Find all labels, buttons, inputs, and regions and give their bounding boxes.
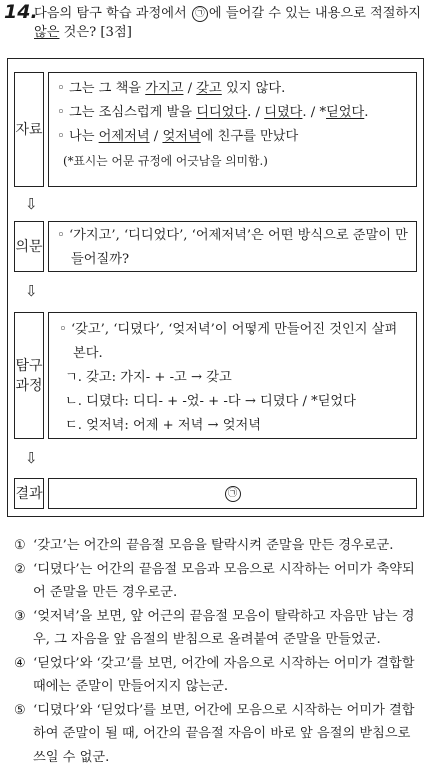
- explore-item-2: ㄴ. 디뎠다: 디디- + -었- + -다 → 디뎠다 / *딛었다: [59, 390, 408, 414]
- question-label: 의문: [14, 221, 44, 272]
- explore-item-3: ㄷ. 엊저녁: 어제 + 저녁 → 엊저녁: [59, 414, 408, 438]
- question-text: ◦ ‘가지고’, ‘디디었다’, ‘어제저녁’은 어떤 방식으로 준말이 만들어질까?: [57, 224, 408, 272]
- inquiry-process-box: [7, 58, 424, 517]
- data-line-3: ◦ 나는 어제저녁 / 엊저녁에 친구를 만났다: [57, 125, 416, 149]
- stem-text-2: 에 들어갈 수 있는 내용으로 적절하지: [209, 6, 421, 21]
- question-stem: [34, 4, 430, 42]
- down-arrow-icon: ⇩: [25, 196, 38, 212]
- choice-3[interactable]: ③ ‘엊저녁’을 보면, 앞 어근의 끝음절 모음이 탈락하고 자음만 남는 경우, 그 자음을 앞 음절의 받침으로 올려붙여 준말을 만들었군.: [14, 605, 426, 652]
- data-note: (*표시는 어문 규정에 어긋남을 의미함.): [57, 149, 416, 173]
- down-arrow-icon: ⇩: [25, 450, 38, 466]
- question-number: 14.: [4, 1, 38, 23]
- question-content-box: [48, 221, 417, 272]
- explore-content-box: [48, 312, 417, 439]
- result-content-box: [48, 478, 417, 509]
- answer-choices: [14, 534, 426, 769]
- data-label: 자료: [14, 72, 44, 187]
- stem-text-1: 다음의 탐구 학습 과정에서: [34, 6, 191, 21]
- choice-1[interactable]: ① ‘갖고’는 어간의 끝음절 모음을 탈락시켜 준말을 만든 경우로군.: [14, 534, 426, 558]
- explore-label: 탐구 과정: [14, 312, 44, 439]
- explore-item-1: ㄱ. 갖고: 가지- + -고 → 갖고: [59, 366, 408, 390]
- blank-marker-icon: ㉠: [192, 6, 208, 22]
- stem-underlined-word: 않은: [34, 25, 59, 40]
- explore-intro: ◦ ‘갖고’, ‘디뎠다’, ‘엊저녁’이 어떻게 만들어진 것인지 살펴본다.: [59, 318, 408, 366]
- stem-text-3: 것은? [3점]: [59, 25, 131, 40]
- choice-2[interactable]: ② ‘디뎠다’는 어간의 끝음절 모음과 모음으로 시작하는 어미가 축약되어 준말을 만든 경우로군.: [14, 558, 426, 605]
- choice-5[interactable]: ⑤ ‘디뎠다’와 ‘딛었다’를 보면, 어간에 모음으로 시작하는 어미가 결합하여 준말이 될 때, 어간의 끝음절 자음이 바로 앞 음절의 받침으로 쓰일 수 없군.: [14, 699, 426, 769]
- result-blank-marker-icon: ㉠: [225, 486, 241, 502]
- data-line-1: ◦ 그는 그 책을 가지고 / 갖고 있지 않다.: [57, 77, 416, 101]
- data-line-2: ◦ 그는 조심스럽게 발을 디디었다. / 디뎠다. / *딛었다.: [57, 101, 416, 125]
- down-arrow-icon: ⇩: [25, 283, 38, 299]
- result-label: 결과: [14, 478, 44, 509]
- data-content-box: [48, 72, 417, 187]
- choice-4[interactable]: ④ ‘딛었다’와 ‘갖고’를 보면, 어간에 자음으로 시작하는 어미가 결합할 때에는 준말이 만들어지지 않는군.: [14, 652, 426, 699]
